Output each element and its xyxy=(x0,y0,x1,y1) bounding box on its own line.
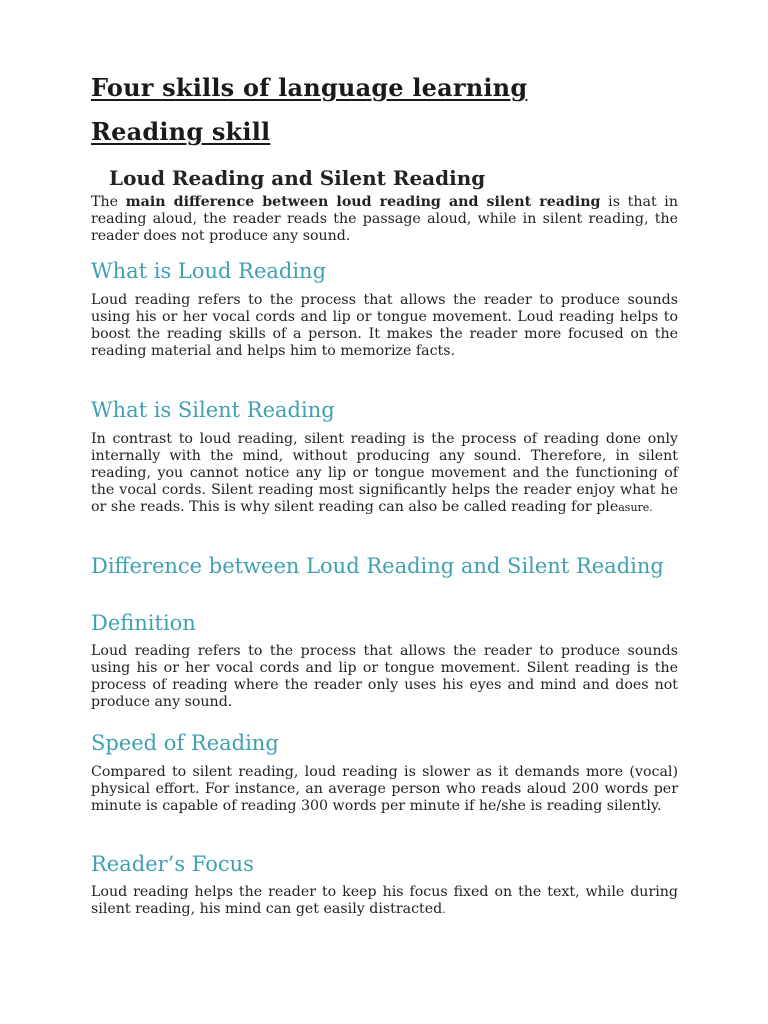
intro-text-post: is that in reading aloud, the reader reads the passage aloud, while in silent reading, the reader does not produce any sound. xyxy=(91,194,678,244)
intro-text-pre: The xyxy=(91,194,126,210)
document-subtitle: Reading skill xyxy=(91,117,271,146)
loud-reading-heading: What is Loud Reading xyxy=(91,259,327,283)
loud-reading-paragraph: Loud reading refers to the process that allows the reader to produce sounds using his or her vocal cords and lip or tongue movement. Loud reading helps to boost the reading skills of a person. It makes the reader more focused on the reading material and helps him to memorize facts. xyxy=(91,292,678,359)
section-title: Loud Reading and Silent Reading xyxy=(109,166,486,190)
focus-text-tail: . xyxy=(442,903,446,916)
intro-text-bold: main difference between loud reading and silent reading xyxy=(125,194,601,210)
difference-heading: Difference between Loud Reading and Silent Reading xyxy=(91,554,664,578)
speed-heading: Speed of Reading xyxy=(91,731,279,755)
focus-heading: Reader’s Focus xyxy=(91,852,254,876)
document-title: Four skills of language learning xyxy=(91,73,528,102)
focus-text: Loud reading helps the reader to keep his focus fixed on the text, while during silent reading, his mind can get easily distracted xyxy=(91,884,678,917)
silent-reading-text: In contrast to loud reading, silent reading is the process of reading done only internally with the mind, without producing any sound. Therefore, in silent reading, you cannot notice any lip or tongue movement and the functioning of the vocal cords. Silent reading most significantly helps the reader enjoy what he or she reads. This is why silent reading can also be called reading for ple xyxy=(91,431,678,515)
definition-paragraph: Loud reading refers to the process that allows the reader to produce sounds using his or her vocal cords and lip or tongue movement. Silent reading is the process of reading where the reader only uses his eyes and mind and does not produce any sound. xyxy=(91,643,678,710)
intro-paragraph xyxy=(91,194,678,245)
silent-reading-text-tail: asure. xyxy=(618,501,653,514)
silent-reading-heading: What is Silent Reading xyxy=(91,398,335,422)
focus-paragraph xyxy=(91,884,678,918)
speed-paragraph: Compared to silent reading, loud reading is slower as it demands more (vocal) physical effort. For instance, an average person who reads aloud 200 words per minute is capable of reading 300 words per minute if he/she is reading silently. xyxy=(91,764,678,814)
silent-reading-paragraph xyxy=(91,431,678,516)
definition-heading: Definition xyxy=(91,611,196,635)
